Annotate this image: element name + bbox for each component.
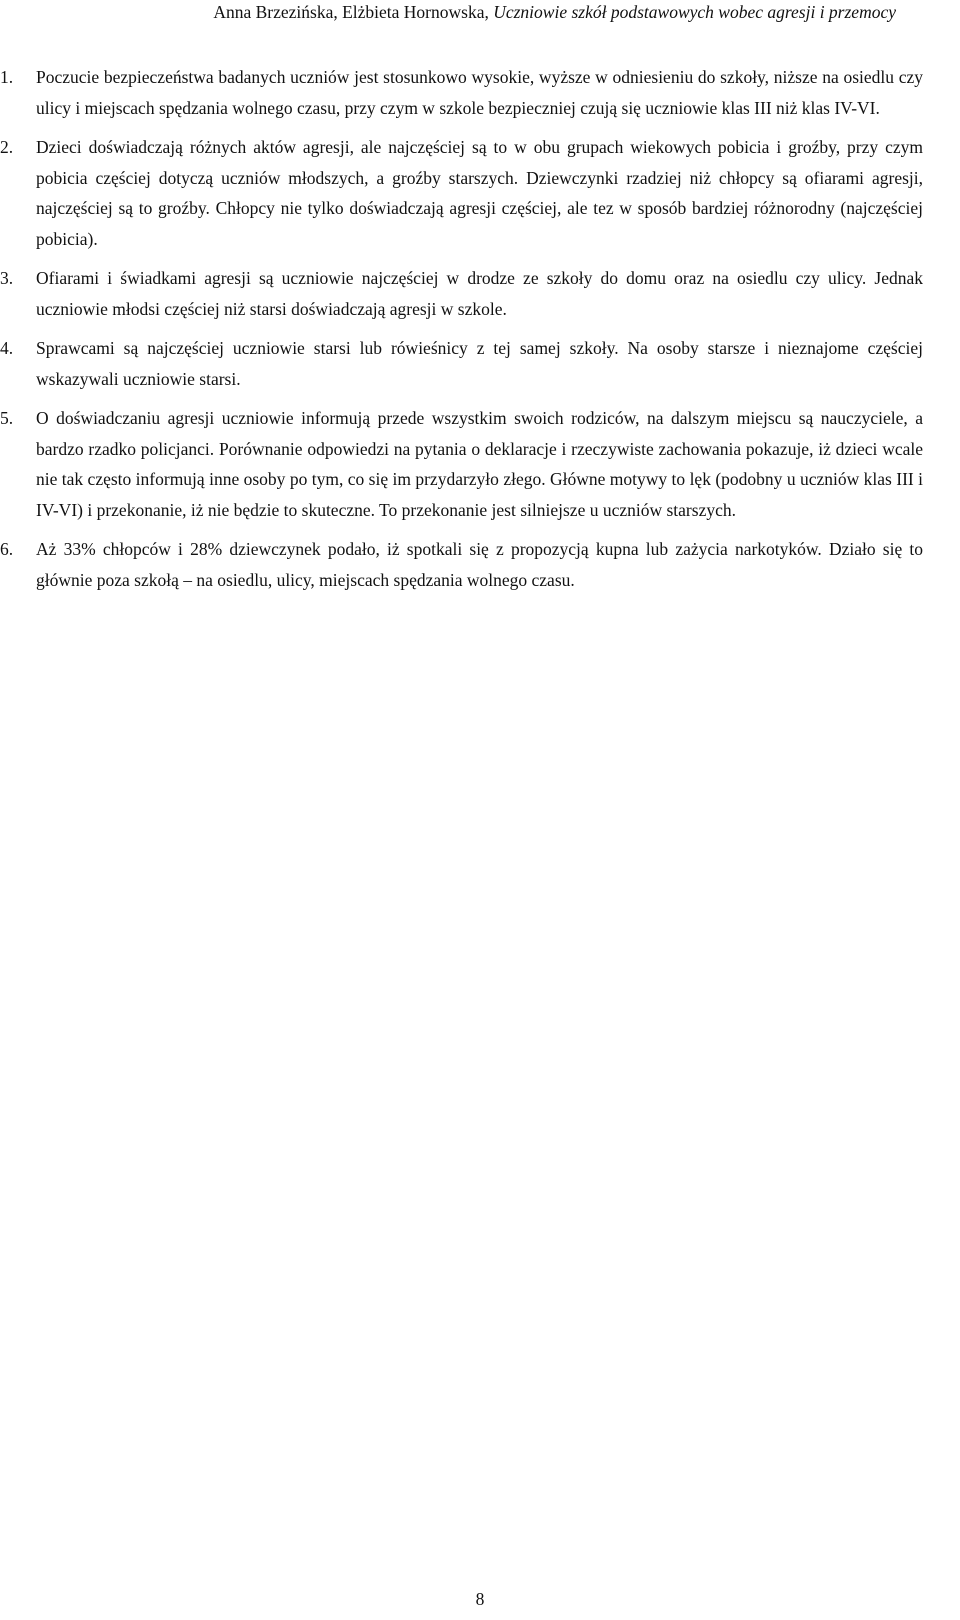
page-number: 8 — [475, 1589, 485, 1609]
list-item — [0, 403, 923, 525]
running-header — [66, 0, 896, 24]
item-number: 3. — [0, 268, 14, 288]
item-text: Poczucie bezpieczeństwa badanych uczniów jest stosunkowo wysokie, wyższe w odniesieniu do szkoły, niższe na osiedlu czy ulicy i miejscach spędzania wolnego czasu, przy czym w szkole bezpieczniej czują się uczniowie klas III niż klas IV-VI. — [36, 67, 923, 118]
item-text: O doświadczaniu agresji uczniowie informują przede wszystkim swoich rodziców, na dalszym miejscu są nauczyciele, a bardzo rzadko policjanci. Porównanie odpowiedzi na pytania o deklaracje i rzeczywiste zachowania pokazuje, iż dzieci wcale nie tak często informują inne osoby po tym, co się im przydarzyło złego. Główne motywy to lęk (podobny u uczniów klas III i IV-VI) i przekonanie, iż nie będzie to skuteczne. To przekonanie jest silniejsze u uczniów starszych. — [36, 408, 923, 520]
item-number: 2. — [0, 137, 14, 157]
list-item — [0, 62, 923, 123]
list-item — [0, 534, 923, 595]
item-number: 5. — [0, 408, 14, 428]
item-text: Sprawcami są najczęściej uczniowie starsi lub rówieśnicy z tej samej szkoły. Na osoby starsze i nieznajome częściej wskazywali uczniowie starsi. — [36, 338, 923, 389]
list-item — [0, 333, 923, 394]
item-text: Aż 33% chłopców i 28% dziewczynek podało, iż spotkali się z propozycją kupna lub zażycia narkotyków. Działo się to głównie poza szkołą – na osiedlu, ulicy, miejscach spędzania wolnego czasu. — [36, 539, 923, 590]
header-authors: Anna Brzezińska, Elżbieta Hornowska, — [213, 2, 489, 22]
list-item — [0, 263, 923, 324]
item-text: Dzieci doświadczają różnych aktów agresji, ale najczęściej są to w obu grupach wiekowych pobicia i groźby, przy czym pobicia częściej dotyczą uczniów młodszych, a groźby starszych. Dziewczynki rzadziej niż chłopcy są ofiarami agresji, najczęściej są to groźby. Chłopcy nie tylko doświadczają agresji częściej, ale tez w sposób bardziej różnorodny (najczęściej pobicia). — [36, 137, 923, 249]
item-number: 4. — [0, 338, 14, 358]
list-item — [0, 132, 923, 254]
header-title: Uczniowie szkół podstawowych wobec agresji i przemocy — [493, 2, 896, 22]
conclusions-list — [0, 62, 960, 604]
item-number: 6. — [0, 539, 14, 559]
item-number: 1. — [0, 67, 14, 87]
item-text: Ofiarami i świadkami agresji są uczniowie najczęściej w drodze ze szkoły do domu oraz na osiedlu czy ulicy. Jednak uczniowie młodsi częściej niż starsi doświadczają agresji w szkole. — [36, 268, 923, 319]
